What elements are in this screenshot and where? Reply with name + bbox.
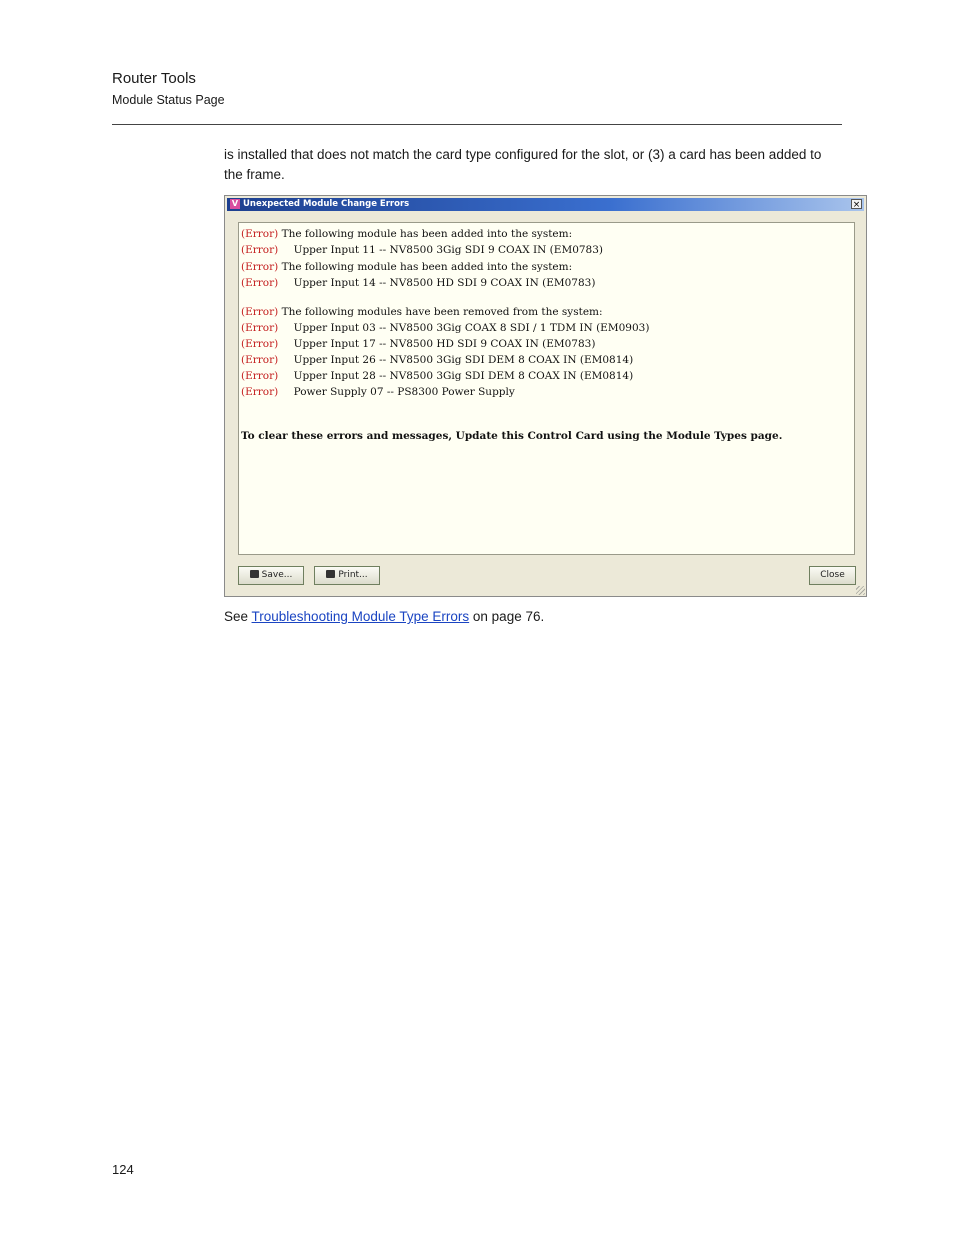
message-text: Upper Input 26 -- NV8500 3Gig SDI DEM 8 COAX IN (EM0814) bbox=[293, 354, 634, 366]
header-subtitle: Module Status Page bbox=[112, 93, 225, 107]
message-text: Upper Input 28 -- NV8500 3Gig SDI DEM 8 COAX IN (EM0814) bbox=[293, 370, 634, 382]
message-line bbox=[241, 322, 649, 335]
see-suffix: on page 76. bbox=[469, 609, 545, 624]
message-line bbox=[241, 386, 515, 399]
dialog-window bbox=[224, 195, 867, 597]
close-button-label: Close bbox=[820, 570, 845, 580]
dialog-title: Unexpected Module Change Errors bbox=[243, 199, 410, 209]
close-icon[interactable]: × bbox=[852, 200, 861, 210]
error-tag: (Error) bbox=[241, 386, 279, 398]
see-prefix: See bbox=[224, 609, 252, 624]
message-text: Upper Input 11 -- NV8500 3Gig SDI 9 COAX IN (EM0783) bbox=[293, 244, 604, 256]
message-text: Power Supply 07 -- PS8300 Power Supply bbox=[293, 386, 515, 398]
error-tag: (Error) bbox=[241, 354, 279, 366]
header-rule bbox=[112, 124, 842, 125]
message-text: Upper Input 14 -- NV8500 HD SDI 9 COAX IN (EM0783) bbox=[293, 277, 596, 289]
error-tag: (Error) bbox=[241, 306, 279, 318]
message-line bbox=[241, 354, 633, 367]
final-message: To clear these errors and messages, Update this Control Card using the Module Types page. bbox=[241, 430, 783, 442]
page-number: 124 bbox=[112, 1162, 134, 1177]
printer-icon bbox=[326, 570, 335, 578]
message-line bbox=[241, 370, 633, 383]
save-button[interactable] bbox=[238, 566, 304, 585]
close-button[interactable] bbox=[809, 566, 856, 585]
message-line bbox=[241, 228, 572, 241]
print-button-label: Print... bbox=[338, 570, 368, 580]
floppy-disk-icon bbox=[250, 570, 259, 578]
error-tag: (Error) bbox=[241, 244, 279, 256]
error-tag: (Error) bbox=[241, 322, 279, 334]
message-line bbox=[241, 338, 595, 351]
intro-paragraph: is installed that does not match the card type configured for the slot, or (3) a card has been added to the frame. bbox=[224, 147, 822, 182]
error-tag: (Error) bbox=[241, 338, 279, 350]
header-title: Router Tools bbox=[112, 70, 196, 87]
app-icon: V bbox=[231, 199, 239, 208]
error-tag: (Error) bbox=[241, 370, 279, 382]
resize-grip[interactable] bbox=[856, 586, 865, 595]
message-line bbox=[241, 261, 572, 274]
message-text: The following modules have been removed from the system: bbox=[281, 306, 603, 318]
message-line bbox=[241, 244, 603, 257]
error-tag: (Error) bbox=[241, 261, 279, 273]
print-button[interactable] bbox=[314, 566, 380, 585]
save-button-label: Save... bbox=[261, 570, 293, 580]
dialog-titlebar[interactable] bbox=[227, 198, 864, 211]
error-tag: (Error) bbox=[241, 277, 279, 289]
error-tag: (Error) bbox=[241, 228, 279, 240]
message-text: The following module has been added into the system: bbox=[281, 261, 573, 273]
see-reference bbox=[224, 607, 544, 627]
message-text: The following module has been added into the system: bbox=[281, 228, 573, 240]
message-text: Upper Input 17 -- NV8500 HD SDI 9 COAX IN (EM0783) bbox=[293, 338, 596, 350]
message-line bbox=[241, 306, 603, 319]
message-text: Upper Input 03 -- NV8500 3Gig COAX 8 SDI / 1 TDM IN (EM0903) bbox=[293, 322, 650, 334]
troubleshooting-link[interactable]: Troubleshooting Module Type Errors bbox=[251, 609, 470, 624]
message-line bbox=[241, 277, 595, 290]
message-area[interactable] bbox=[238, 222, 855, 555]
